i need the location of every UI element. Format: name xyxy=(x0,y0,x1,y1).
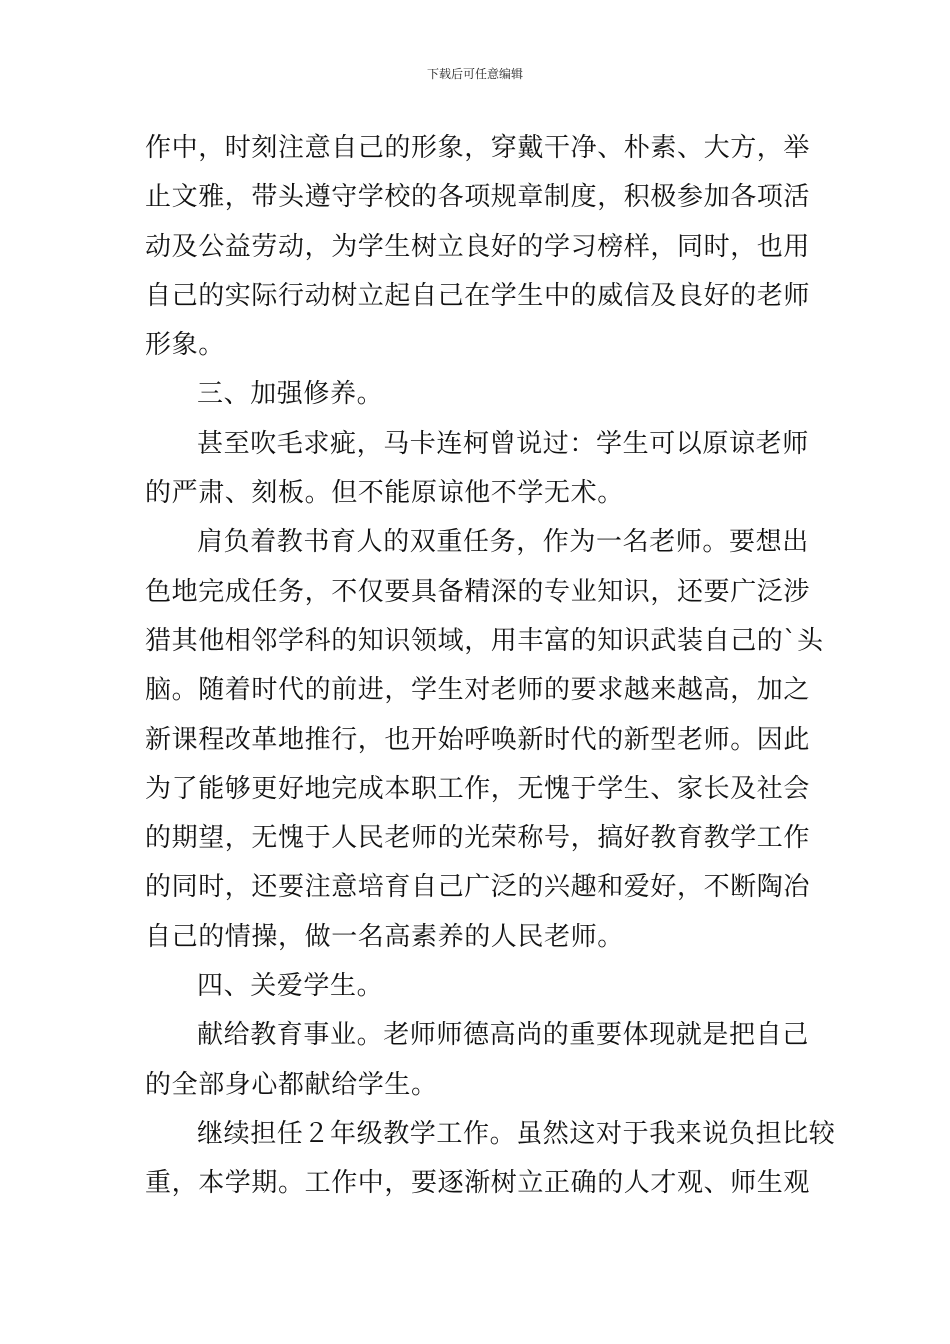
paragraph-start: 甚至吹毛求疵，马卡连柯曾说过：学生可以原谅老师 xyxy=(197,428,809,459)
document-body xyxy=(145,124,836,1209)
text-line: 的期望，无愧于人民老师的光荣称号，搞好教育教学工作 xyxy=(145,823,811,854)
text-line: 形象。 xyxy=(145,330,225,361)
paragraph-start: 继续担任２年级教学工作。虽然这对于我来说负担比较 xyxy=(197,1118,836,1149)
text-line: 重，本学期。工作中，要逐渐树立正确的人才观、师生观 xyxy=(145,1168,811,1199)
text-line: 作中，时刻注意自己的形象，穿戴干净、朴素、大方，举 xyxy=(145,133,811,163)
text-line: 的全部身心都献给学生。 xyxy=(145,1069,438,1100)
text-line: 的同时，还要注意培育自己广泛的兴趣和爱好，不断陶冶 xyxy=(145,872,811,903)
text-line: 的严肃、刻板。但不能原谅他不学无术。 xyxy=(145,478,624,509)
text-line: 为了能够更好地完成本职工作，无愧于学生、家长及社会 xyxy=(145,773,811,804)
text-line: 自己的实际行动树立起自己在学生中的威信及良好的老师 xyxy=(145,280,811,311)
text-line: 自己的情操，做一名高素养的人民老师。 xyxy=(145,921,624,952)
paragraph-start: 献给教育事业。老师师德高尚的重要体现就是把自己 xyxy=(197,1020,809,1051)
text-line: 止文雅，带头遵守学校的各项规章制度，积极参加各项活 xyxy=(145,182,811,213)
text-line: 新课程改革地推行，也开始呼唤新时代的新型老师。因此 xyxy=(145,724,811,755)
text-line: 色地完成任务，不仅要具备精深的专业知识，还要广泛涉 xyxy=(145,576,811,607)
text-line: 猎其他相邻学科的知识领域，用丰富的知识武装自己的`头 xyxy=(145,625,824,656)
section-heading: 四、关爱学生。 xyxy=(197,971,384,1002)
paragraph-start: 肩负着教书育人的双重任务，作为一名老师。要想出 xyxy=(197,527,809,558)
page-header: 下载后可任意编辑 xyxy=(426,67,523,81)
text-line: 动及公益劳动，为学生树立良好的学习榜样，同时，也用 xyxy=(145,231,811,262)
section-heading: 三、加强修养。 xyxy=(197,379,384,410)
text-line: 脑。随着时代的前进，学生对老师的要求越来越高，加之 xyxy=(145,675,811,706)
